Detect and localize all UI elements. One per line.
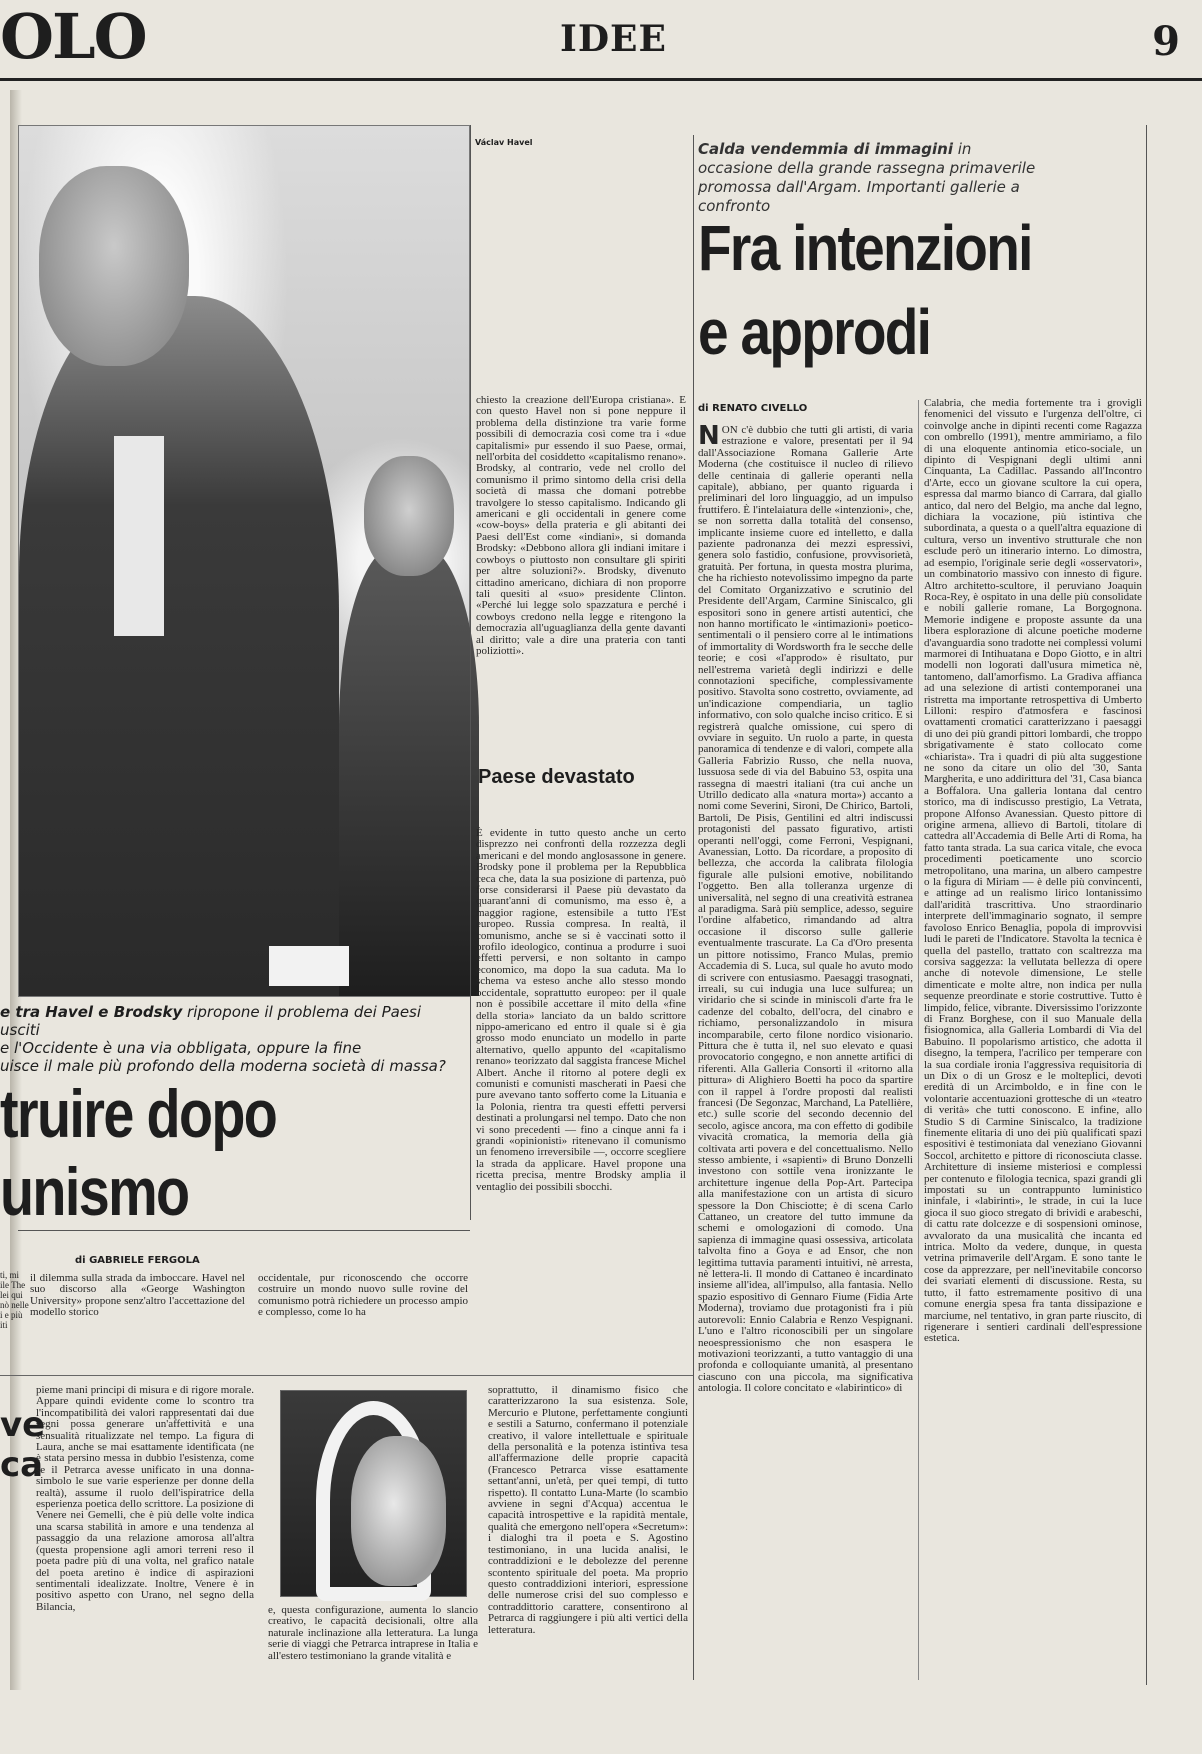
right-byline: di RENATO CIVELLO — [698, 403, 808, 414]
lower-col-2-text: e, questa configurazione, aumenta lo slancio creativo, le capacità decisionali, oltre alla naturale inclinazione alla letteratura. La lunga serie di viaggi che Petrarca intraprese in Italia e all'estero testimoniano la grande vitalità e — [268, 1604, 478, 1662]
column-rule — [470, 125, 471, 1220]
section-rule — [0, 1375, 693, 1376]
middle-subhead: Paese devastato — [478, 766, 635, 788]
photo-shirt — [114, 436, 164, 636]
column-rule — [1146, 125, 1147, 1685]
left-body-col-1: il dilemma sulla strada da imboccare. Havel nel suo discorso alla «George Washington University» propone senz'altro l'accettazione del modello storico — [30, 1272, 245, 1319]
left-headline — [0, 1075, 384, 1231]
photo-cuff — [269, 946, 349, 986]
left-body-col-2: occidentale, pur riconoscendo che occorre costruire un mondo nuovo sulle rovine del comunismo potrà richiedere un processo ampio e complesso, come lo ha — [258, 1272, 468, 1319]
left-photo-caption — [0, 1003, 465, 1075]
left-byline: di GABRIELE FERGOLA — [75, 1255, 200, 1266]
lower-col-1-text: pieme mani principi di misura e di rigore morale. Appare quindi evidente come lo scontro tra l'incompatibilità dei valori rappresentati dai due segni possa generare un'affettività e una sensualità ritualizzate nel tempo. La figura di Laura, anche se mai esattamente identificata (ne è stata persino messa in dubbio l'esistenza, come se il Petrarca avesse unificato in una donna-simbolo le sue varie esperienze per donne della realtà), assume il ruolo dell'ispiratrice della esperienza poetica dello scrittore. La posizione di Venere nei Gemelli, che è più delle volte indica una scarsa stabilità in amore e una tendenza al passaggio da una relazione amorosa all'altra (questa propensione agli amori terreni reso il poeta padre più di una volta, nel grafico natale del poeta aretino è indice di aspirazioni sentimentali idealizzate. Inoltre, Venere è in positivo aspetto con Urano, nel segno della Bilancia, — [36, 1384, 254, 1613]
section-title: IDEE — [560, 18, 667, 60]
right-headline-line-1: Fra intenzioni — [698, 212, 1032, 284]
havel-photo — [18, 125, 470, 997]
photo-figure-havel — [19, 296, 339, 996]
right-col-1-body: ON c'è dubbio che tutti gli artisti, di varia estrazione e valore, presentati per il 94 dall'Associazione Romana Gallerie Arte Moderna (che costituisce il nucleo di rilievo delle centinaia di gallerie operanti nella capitale), abbiano, per quanto riguarda i preliminari del loro linguaggio, ad un impulso fruttifero. È l'intelaiatura delle «intenzioni», che, se non sorretta dalla totalità del consenso, implicante insieme cuore ed intelletto, e dalla paziente padronanza dei mezzi espressivi, genera solo fastidio, confusione, provvisorietà, gratuità. Per fortuna, in questa mostra plurima, che ha richiesto notevolissimo impegno da parte del Comitato Organizzativo e scrutinio del Presidente dell'Argam, Carmine Siniscalco, gli espositori sono in genere artisti autentici, che non hanno mortificato le «intimazioni» poetico-sentimentali o il pensiero corre al le intimations of immortality di Wordsworth fra le secche delle teorie; e così «l'approdo» è risultato, pur nell'estrema varietà degli indirizzi e delle connotazioni specifiche, complessivamente positivo. Stavolta sono costretto, ovviamente, ad un'indicazione compendiaria, un taglio informativo, con solo qualche inciso critico. E si registrerà qualche omissione, cui spero di ovviare in seguito. Un ruolo a parte, in questa panoramica di tendenze e di valori, compete alla Galleria Fabrizio Russo, che nella nuova, lussuosa sede di via del Babuino 53, ospita una rassegna di maestri italiani (tra cui anche un Utrillo dedicato alla «natura morta») accanto a nomi come Severini, Sironi, De Chirico, Bartoli, Bartoli, De Pisis, Gentilini ed altri indiscussi protagonisti del passato figurativo, artisti operanti nell'oggi, come Ferroni, Vespignani, Avanessian, Lotto. Da ricordare, a proposito di bellezza, che accorda la calibrata filologia figurale alle pulsioni emotive, nobilitando l'oggetto. Ben alla tolleranza urgenze di universalità, nel segno di una creatività estranea al paradigma. Sarà più semplice, adesso, seguire l'ordine alfabetico, rimandando ad altra occasione il discorso sulle gallerie eventualmente trascurate. La Ca d'Oro presenta un pittore notissimo, Franco Mulas, premio Accademia di S. Luca, sul quale ho avuto modo di scrivere con entusiasmo. Paesaggi trasognati, irreali, su cui indugia una luce sulfurea; un viridario che si scinde in miniscoli d'arte fra le cadenze del cobalto, dell'ocra, del cinabro e richiamo, personalizzandolo in misura incomparabile, certo filone nordico visionario. Pittura che è tutta il, nel suo elevato e quasi provocatorio congegno, e non annette artifici di riferenti. Alla Galleria Consorti il «ritorno alla pittura» di Alighiero Boetti ha poco da spartire con il rappel à l'ordre proposti dal realisti francesi (De Segonzac, Marchand, La Patellière, etc.) sulle scorie del secondo decennio del secolo, agisce ancora, ma con effetto di godibile vivacità cromatica, la memoria della già coltivata arti povera e del concettualismo. Nello stesso ambiente, i «sapienti» di Bruno Donzelli investono con sottile vena ironizzante le architetture ingenue della Pop-Art. Partecipa alla manifestazione con un artista di sicuro spessore la Don Chisciotte; è di scena Carlo Cattaneo, un creatore del tutto immune da schemi e omologazioni di comodo. Una sapienza di immagine quasi ossessiva, articolata talvolta fino a Goya e ad Ensor, che non legittima tuttavia paramenti intuitivi, nè arresta, nè lettera-li. Il mondo di Cattaneo è incardinato insieme all'idea, all'impulso, alla fantasia. Nello spazio espositivo di Gennaro Fiume (Fidia Arte Moderna), troviamo due protagonisti fra i più autorevoli: Ennio Calabria e Renzo Vespignani. L'uno e l'altro riconoscibili per un singolare neoespressionismo che non esaspera le motivazioni teorizzanti, a tutto vantaggio di una profonda e colloquiante umanità, al presentano ciascuno con una piccola, ma significativa antologia. Il colore concitato e «labirintico» di — [698, 424, 913, 1395]
section-rule — [18, 1230, 470, 1231]
portrait-face — [351, 1436, 446, 1586]
right-col-2-text: Calabria, che media fortemente tra i grovigli fenomenici del vissuto e l'urgenza dell'oltre, ci coinvolge anche in dipinti recenti come Ragazza con ombrello (1991), mentre ammiriamo, a filo di una eloquente antinomia etico-sociale, un dipinto di Vespignani degli ultimi anni Cinquanta, La Cadillac. Passando all'Incontro d'Arte, ecco un giovane scultore la cui opera, espressa dal marmo bianco di Carrara, dal giallo antico, dal nero del Belgio, ma anche dal legno, dichiara la vocazione, più istintiva che subordinata, a questa o a quell'altra equazione di cultura, verso un inventivo strutturale che non esclude però un itinerario interno. Lo dimostra, ad esempio, l'originale serie degli «osservatori», un combinatorio massivo con innesto di figure. Altro architetto-scultore, il peruviano Joaquin Roca-Rey, è ospitato in una delle più consolidate e nobili gallerie romane, La Borgognona. Memorie indigene e proposte assunte da una libera esplorazione di alcune poetiche moderne d'avanguardia sono tradotte nei complessi volumi marmorei di Intihuatana e Dopo Giotto, e in altri modelli non logorati dall'usura mimetica nè, tantomeno, dall'amorfismo. La Gradiva affianca ad una selezione di artisti contemporanei una ristretta ma importante retrospettiva di Umberto Lilloni: respiro d'atmosfera e fascinosi ovattamenti cromatici caratterizzano i paesaggi di uno dei più grandi pittori lombardi, che troppo sbrigativamente è stato collocato come «chiarista». Tra i quadri di più alta suggestione ne sono da citare un olio del '30, Santa Margherita, e uno addirittura del '31, Casa bianca a Boffalora. Una galleria lontana dal centro storico, ma di indiscusso prestigio, La Vetrata, propone Alfonso Avanessian. Questo pittore di origine armena, allievo di Bartoli, titolare di cattedra all'Accademia di Belle Arti di Roma, ha fatto tanta strada. La sua carica vitale, che evoca procedimenti poeticamente uno scorcio metropolitano, una marina, un albero campestre o la figura di Miriam — è delle più convincenti, e attinge ad un realismo lirico lontanissimo dall'aridità trascrittiva. Uno straordinario interprete dell'immaginario sognato, il sempre favoloso Enrico Benaglia, popola di improvvisi ludi le pareti de l'Indicatore. Stavolta la tecnica è quella del pastello, trattato con scaltrezza ma corsiva saggezza: la vellutata bellezza di opere anche di notevole dimensione, Le stelle dimenticate e molte altre, non indica per nulla sequenze preordinate e storie costruttive. Tutto è limpido, felice, vibrante. Diversissimo l'orizzonte di Franz Borghese, con il suo Manuale della fisiognomica, alla Galleria Lombardi di Via del Babuino. Il popolarismo artistico, che adotta il disegno, la tempera, l'acrilico per temperare con la sua cordiale ironia l'aggressiva requisitoria di un Dix o di un Grosz e le molteplici, devoti eredità di un Arcimboldo, e in fine con le volontarie accentuazioni grottesche di un «teatro di verità» che tutti conoscono. E infine, allo Studio S di Carmine Siniscalco, la tradizione finemente elitaria di uno dei più qualificati spazi espositivi è testimoniata dal veneziano Giovanni Soccol, architetto e pittore di riconosciuta classe. Architetture di insieme misteriosi e complessi per contenuto e filologia tecnica, spazi grandi gli impostati su un contrappunto luministico ininfale, i «labirinti», le strade, in cui la luce gioca il suo gioco stregato di brividi e arabeschi, di cattu rate dolcezze e di sospensioni ominose, avvalorato da una musicalità che incanta ed intrica. Molto da vedere, dunque, in questa vetrina primaverile dell'Argam. E sono tante le cose da apprezzare, per nell'inevitabile concorso dei svariati elementi di discussione. Resta, su tutto, il fatto estremamente positivo di una comune energia spesa fra tanta dissipazione e marciume, nel tentativo, in gran parte riuscito, di rigenerare i sentieri cardinali dell'espressione estetica. — [924, 397, 1142, 1345]
photo-credit: Václav Havel — [475, 138, 533, 147]
photo-figure-background-man — [339, 546, 479, 996]
right-headline — [698, 206, 1059, 374]
left-headline-line-1: truire dopo — [0, 1076, 277, 1152]
caption-lead: e tra Havel e Brodsky — [0, 1003, 183, 1021]
right-headline-line-2: e approdi — [698, 296, 931, 368]
left-headline-line-2: unismo — [0, 1154, 189, 1230]
right-kicker-rest: in occasione della grande rassegna primaverile promossa dall'Argam. Importanti gallerie a confronto — [698, 140, 1036, 215]
caption-line-3: uisce il male più profondo della moderna società di massa? — [0, 1057, 446, 1075]
photo-head-background-man — [364, 456, 454, 576]
left-edge-fragment-big: ve ca — [0, 1405, 46, 1485]
right-kicker-bold: Calda vendemmia di immagini — [698, 140, 953, 158]
masthead-logo-fragment: OLO — [0, 0, 146, 73]
photo-head-havel — [39, 166, 189, 366]
masthead-rule — [0, 78, 1202, 81]
right-col-1-text — [698, 421, 913, 1680]
caption-rest: ripropone il problema dei Paesi usciti — [0, 1003, 422, 1039]
column-rule — [693, 135, 694, 1680]
middle-col-top-text: chiesto la creazione dell'Europa cristiana». E con questo Havel non si pone neppure il problema della distinzione tra varie forme possibili di democrazia così come tra i «due capitalismi» pur essendo il suo Paese, ormai, nell'orbita del cosiddetto «capitalismo renano». Brodsky, al contrario, vede nel crollo del comunismo il primo sintomo della crisi della società di massa che domani potrebbe travolgere lo stesso capitalismo. Indicando gli americani e gli occidentali in genere come «cow-boys» della prateria e gli abitanti dei Paesi dell'Est come «indiani», si domanda Brodsky: «Debbono allora gli indiani imitare i cowboys o piuttosto non consultare gli spiriti per altre soluzioni?». Brodsky, divenuto cittadino americano, dichiara di non proporre tali quesiti al «suo» presidente Clinton. «Perché lui legge solo spazzatura e perché i cowboys credono nella legge e ritengono la democrazia all'uguaglianza della gente davanti al diritto; vale a dire una prateria con tanti poliziotti». — [476, 394, 686, 657]
dropcap: N — [698, 421, 720, 451]
middle-col-body-text: È evidente in tutto questo anche un certo disprezzo nei confronti della rozzezza degli americani e del mondo anglosassone in genere. Brodsky pone il problema per la Repubblica ceca che, data la sua posizione di partenza, può forse considerarsi il Paese più devastato da quarant'anni di comunismo, ma esso è, a maggior ragione, estensibile a tutto l'Est europeo. Russia compresa. In realtà, il comunismo, anche se si è vaccinati sotto il profilo ideologico, continua a produrre i suoi effetti perversi, e non soltanto in campo economico, ma dopo la sua caduta. Ma lo schema va esteso anche allo stesso mondo occidentale, soprattutto europeo: per il quale non è possibile accettare il mito della «fine della storia» lanciato da un baldo scrittore nippo-americano ed entro il quale si è gia grosso modo enunciato un modello in parte alternativo, quello appunto del «capitalismo renano» teorizzato dal saggista francese Michel Albert. Anche il ritorno al potere degli ex comunisti e comunisti mascherati in Paesi che pure avevano tanto sofferto come la Lituania e la Polonia, rientra tra questi effetti perversi destinati a prolungarsi nel tempo. Dato che non vi sono precedenti — fino a cinque anni fa i grandi «opinionisti» ritenevano il comunismo un fenomeno irreversibile —, occorre scegliere la strada da applicare. Havel propone una ricetta precisa, mentre Brodsky amplia il ventaglio dei possibili sbocchi. — [476, 827, 686, 1193]
left-edge-fragment-small: ti, mi ile The lei qui nò nelle i e più iti — [0, 1270, 29, 1330]
column-rule — [918, 400, 919, 1680]
page-number: 9 — [1152, 18, 1180, 65]
lower-col-3-text: soprattutto, il dinamismo fisico che caratterizzarono la sua esistenza. Sole, Mercurio e Plutone, perfettamente congiunti e sestili a Saturno, confermano il potenziale creativo, il valore intellettuale e spirituale della personalità e la potenza istintiva tesa all'affermazione delle proprie capacità (Francesco Petrarca visse esattamente settant'anni, un'età, per quei tempi, di tutto rispetto). Il contatto Luna-Marte (lo scambio avviene in segni d'Acqua) accentua le capacità introspettive e la rapidità mentale, qualità che emergono nell'opera «Secretum»: i dialoghi tra il poeta e S. Agostino testimoniano, in una lucida analisi, le contraddizioni e le debolezze del perenne scontento spirituale del poeta. Ma proprio questo contraddizioni interiori, espressione delle numerose crisi del suo complesso e contraddittorio carattere, consentirono al Petrarca di raggiungere i più alti vertici della letteratura. — [488, 1384, 688, 1636]
right-kicker — [698, 140, 1048, 216]
petrarca-portrait — [280, 1390, 467, 1597]
caption-line-2: e l'Occidente è una via obbligata, oppure la fine — [0, 1039, 362, 1057]
